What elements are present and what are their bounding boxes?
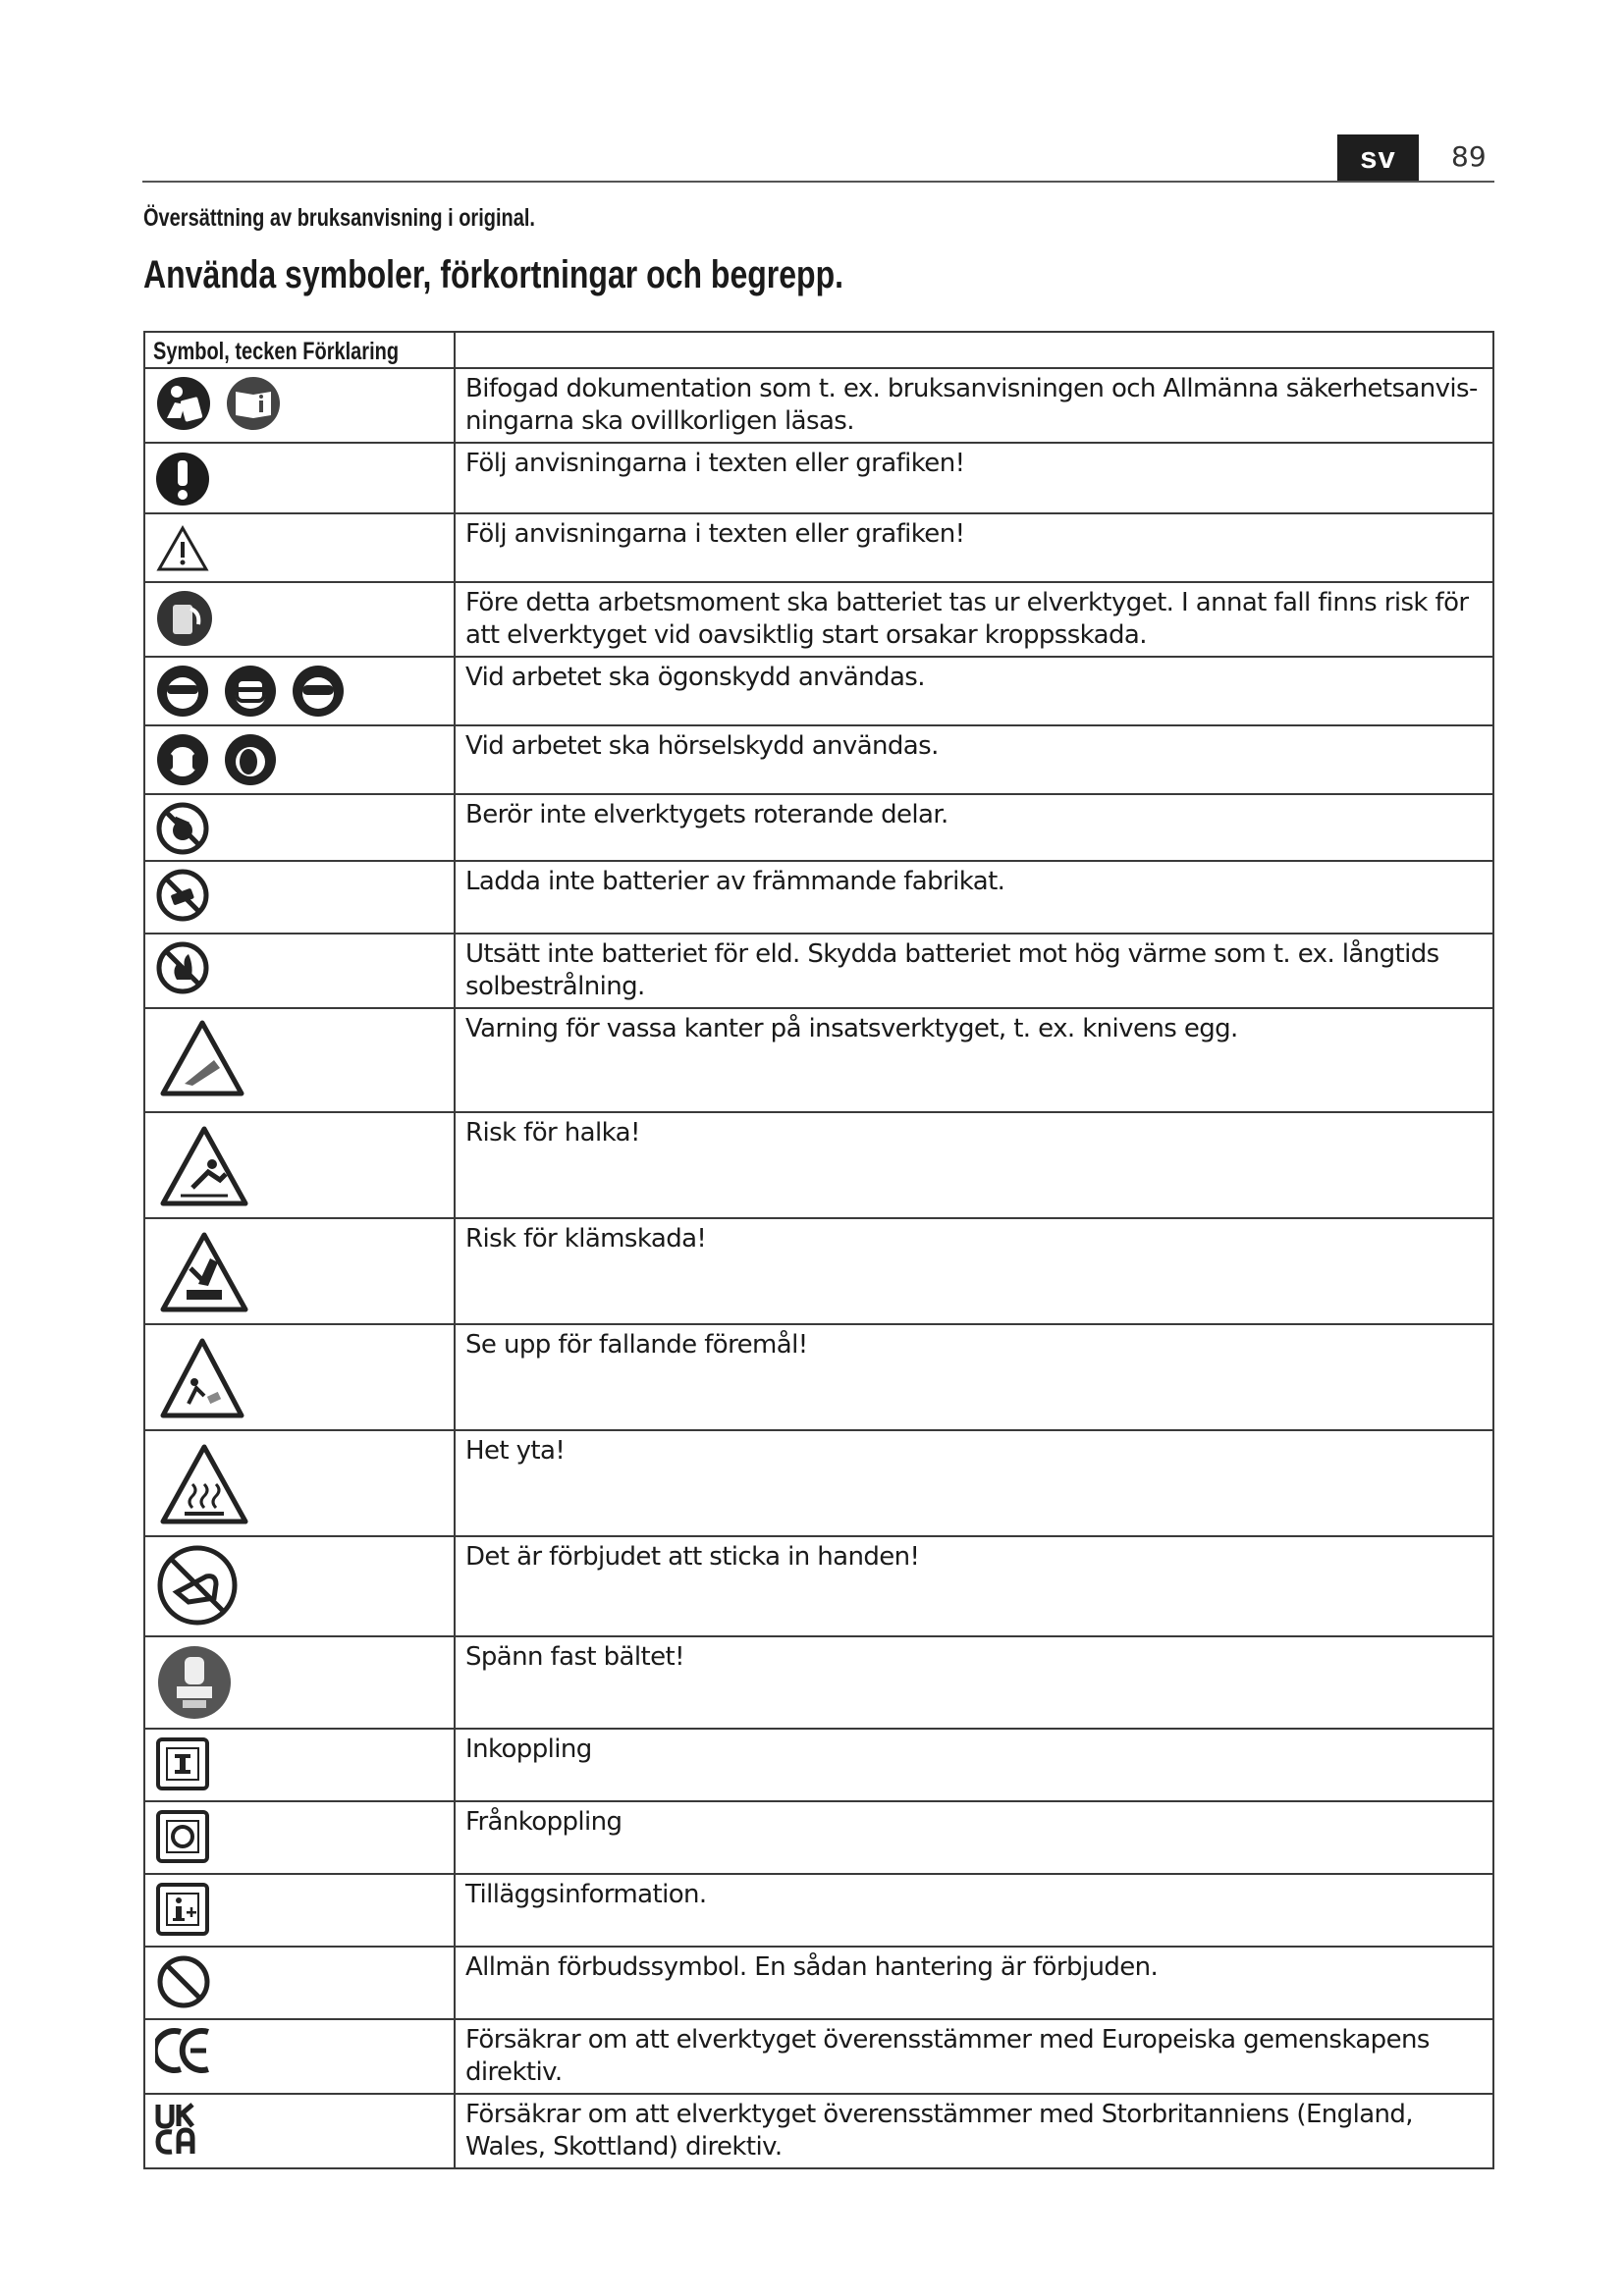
- description-cell: Det är förbjudet att sticka in handen!: [455, 1536, 1493, 1636]
- table-row: [144, 513, 1493, 582]
- header-symbol: Symbol, tecken Förklaring: [144, 332, 455, 368]
- symbol-cell: [144, 1729, 455, 1801]
- table-row: [144, 794, 1493, 861]
- description-cell: Utsätt inte batteriet för eld. Skydda batteriet mot hög värme som t. ex. långtids solbestrålning.: [455, 934, 1493, 1008]
- ce-mark-icon: [155, 2026, 214, 2079]
- slip-warning-icon: [155, 1119, 253, 1217]
- table-row: [144, 861, 1493, 934]
- symbol-cell: [144, 1636, 455, 1729]
- mandatory-exclamation-icon: [155, 450, 210, 512]
- no-hand-insertion-icon: [155, 1543, 240, 1631]
- hot-surface-warning-icon: [155, 1437, 253, 1535]
- table-row: [144, 934, 1493, 1008]
- symbol-cell: [144, 657, 455, 725]
- warning-triangle-icon: [155, 520, 210, 579]
- table-row: [144, 1947, 1493, 2019]
- description-cell: Het yta!: [455, 1430, 1493, 1536]
- read-manual-icon: [155, 375, 212, 436]
- description-cell: Bifogad dokumentation som t. ex. bruksanvisningen och Allmänna säkerhetsanvis- ningarna ska ovillkorligen läsas.: [455, 368, 1493, 443]
- eye-protection-icon: [155, 664, 210, 722]
- crush-warning-icon: [155, 1225, 253, 1323]
- additional-info-icon: [155, 1881, 210, 1942]
- description-cell: Följ anvisningarna i texten eller grafiken!: [455, 513, 1493, 582]
- description-cell: Varning för vassa kanter på insatsverktyget, t. ex. knivens egg.: [455, 1008, 1493, 1112]
- table-row: [144, 1008, 1493, 1112]
- table-row: [144, 582, 1493, 657]
- symbol-cell: [144, 368, 455, 443]
- language-tag: sv: [1337, 134, 1419, 181]
- symbol-cell: [144, 513, 455, 582]
- table-row: [144, 1112, 1493, 1218]
- table-row: [144, 2094, 1493, 2168]
- description-cell: Risk för halka!: [455, 1112, 1493, 1218]
- header-explanation: [455, 332, 1493, 368]
- prohibition-icon: [155, 1953, 212, 2014]
- description-cell: Frånkoppling: [455, 1801, 1493, 1874]
- fasten-belt-icon: [155, 1643, 234, 1726]
- no-fire-battery-icon: [155, 940, 210, 999]
- table-row: [144, 657, 1493, 725]
- symbol-cell: [144, 1430, 455, 1536]
- switch-on-icon: [155, 1735, 210, 1796]
- symbol-cell: [144, 861, 455, 934]
- falling-objects-warning-icon: [155, 1331, 249, 1429]
- symbol-cell: [144, 582, 455, 657]
- description-cell: Vid arbetet ska hörselskydd användas.: [455, 725, 1493, 794]
- table-row: [144, 368, 1493, 443]
- table-row: [144, 1536, 1493, 1636]
- remove-battery-icon: [155, 589, 214, 652]
- symbol-cell: [144, 2094, 455, 2168]
- document-subtitle: Översättning av bruksanvisning i original.: [143, 204, 535, 232]
- symbol-cell: [144, 2019, 455, 2094]
- page-number: 89: [1451, 140, 1487, 173]
- table-row: [144, 443, 1493, 513]
- symbol-cell: [144, 794, 455, 861]
- description-cell: Se upp för fallande föremål!: [455, 1324, 1493, 1430]
- ear-protection-side-icon: [223, 732, 278, 791]
- table-row: [144, 1636, 1493, 1729]
- table-row: [144, 1324, 1493, 1430]
- table-row: [144, 725, 1493, 794]
- table-header-row: [144, 332, 1493, 368]
- symbol-cell: [144, 443, 455, 513]
- no-touch-rotating-icon: [155, 801, 210, 860]
- symbol-cell: [144, 725, 455, 794]
- description-cell: Vid arbetet ska ögonskydd användas.: [455, 657, 1493, 725]
- sharp-edge-warning-icon: [155, 1015, 249, 1107]
- symbol-cell: [144, 934, 455, 1008]
- description-cell: Försäkrar om att elverktyget överensstämmer med Storbritanniens (England, Wales, Skottland) direktiv.: [455, 2094, 1493, 2168]
- symbol-cell: [144, 1218, 455, 1324]
- page-title: Använda symboler, förkortningar och begrepp.: [143, 253, 844, 296]
- ear-protection-icon: [155, 732, 210, 791]
- goggles-icon: [291, 664, 346, 722]
- symbol-cell: [144, 1112, 455, 1218]
- description-cell: Tilläggsinformation.: [455, 1874, 1493, 1947]
- description-cell: Spänn fast bältet!: [455, 1636, 1493, 1729]
- symbol-cell: [144, 1536, 455, 1636]
- description-cell: Inkoppling: [455, 1729, 1493, 1801]
- info-book-icon: [225, 375, 282, 436]
- symbol-cell: [144, 1324, 455, 1430]
- no-foreign-battery-icon: [155, 868, 210, 927]
- description-cell: Följ anvisningarna i texten eller grafiken!: [455, 443, 1493, 513]
- symbols-table: [143, 331, 1494, 2169]
- table-row: [144, 1729, 1493, 1801]
- symbol-cell: [144, 1947, 455, 2019]
- description-cell: Risk för klämskada!: [455, 1218, 1493, 1324]
- symbol-cell: [144, 1801, 455, 1874]
- table-row: [144, 1430, 1493, 1536]
- description-cell: Försäkrar om att elverktyget överensstämmer med Europeiska gemenskapens direktiv.: [455, 2019, 1493, 2094]
- description-cell: Före detta arbetsmoment ska batteriet tas ur elverktyget. I annat fall finns risk för att elverktyget vid oavsiktlig start orsakar kroppsskada.: [455, 582, 1493, 657]
- table-row: [144, 1218, 1493, 1324]
- table-row: [144, 1874, 1493, 1947]
- symbol-cell: [144, 1008, 455, 1112]
- table-row: [144, 2019, 1493, 2094]
- ukca-mark-icon: [155, 2101, 198, 2160]
- table-row: [144, 1801, 1493, 1874]
- description-cell: Berör inte elverktygets roterande delar.: [455, 794, 1493, 861]
- description-cell: Allmän förbudssymbol. En sådan hantering är förbjuden.: [455, 1947, 1493, 2019]
- switch-off-icon: [155, 1808, 210, 1869]
- header-rule: [142, 181, 1494, 183]
- symbol-cell: [144, 1874, 455, 1947]
- description-cell: Ladda inte batterier av främmande fabrikat.: [455, 861, 1493, 934]
- face-shield-icon: [223, 664, 278, 722]
